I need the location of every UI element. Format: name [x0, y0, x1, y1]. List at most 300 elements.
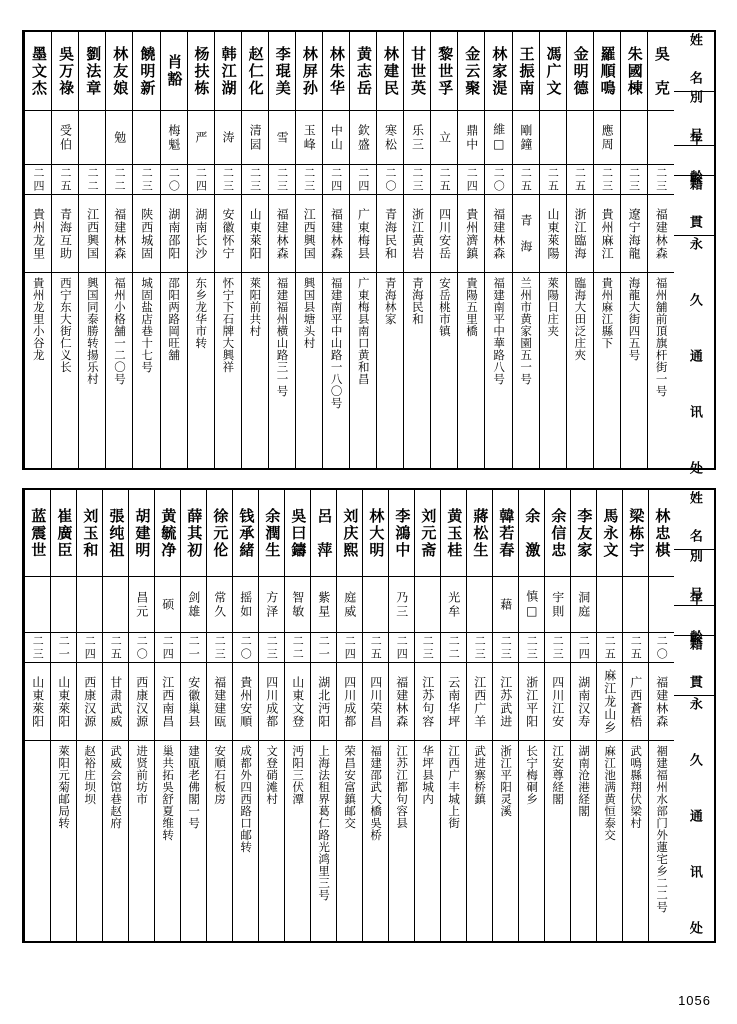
entry-address-text: 华坪县城内: [421, 745, 436, 805]
roster-entry: [566, 32, 593, 468]
entry-age: [485, 164, 511, 194]
entry-name-text: 墨文杰: [30, 45, 49, 97]
entry-address: [623, 740, 648, 941]
entry-address: [485, 272, 511, 468]
roster-entry: [430, 32, 457, 468]
entry-native-place: [25, 194, 51, 272]
entry-native-place: [25, 662, 50, 740]
entry-name: [571, 490, 596, 576]
roster-entry: [403, 32, 430, 468]
entry-native-place: [540, 194, 566, 272]
label-address: [674, 695, 714, 949]
entry-address: [52, 272, 78, 468]
entry-address: [161, 272, 187, 468]
entry-age: [25, 632, 50, 662]
entry-alias: [519, 576, 544, 632]
roster-entry: [132, 32, 159, 468]
entry-alias: [155, 576, 180, 632]
roster-entry: [214, 32, 241, 468]
page-number: 1056: [678, 993, 711, 1008]
entry-name: [323, 32, 349, 110]
entry-alias: [458, 110, 484, 164]
entry-native-place: [77, 662, 102, 740]
entry-alias: [259, 576, 284, 632]
entry-alias: [133, 110, 159, 164]
entry-native-place: [513, 194, 539, 272]
entry-name-text: 赵仁化: [246, 45, 265, 97]
entry-native-place: [311, 662, 336, 740]
entry-alias: [233, 576, 258, 632]
entry-alias: [571, 576, 596, 632]
entry-name-text: 崔廣臣: [55, 507, 74, 559]
entry-native-place-text: 湖北沔阳: [316, 675, 331, 728]
entry-alias: [296, 110, 322, 164]
entry-address-text: 青海民和: [410, 277, 425, 325]
entry-age-text: 二〇: [167, 166, 181, 193]
entry-native-place: [133, 194, 159, 272]
entry-address: [594, 272, 620, 468]
entry-native-place: [649, 662, 674, 740]
entry-name-text: 余潤生: [263, 507, 282, 559]
entry-age: [311, 632, 336, 662]
entry-name-text: 朱國棟: [625, 45, 644, 97]
entry-native-place: [337, 662, 362, 740]
roster-entry: [518, 490, 544, 941]
entry-alias-text: 剛鐘: [518, 123, 533, 152]
label-native-text: 籍 貫: [686, 637, 702, 694]
entry-name: [311, 490, 336, 576]
entry-age: [285, 632, 310, 662]
entry-native-place: [594, 194, 620, 272]
roster-entry: [544, 490, 570, 941]
entry-alias: [545, 576, 570, 632]
entry-name-text: 馮广文: [544, 45, 563, 97]
entry-native-place: [493, 662, 518, 740]
entry-native-place-text: 湖南长沙: [193, 207, 208, 260]
column-label-col: [674, 32, 714, 488]
roster-entry: [24, 32, 51, 468]
entry-native-place-text: 四川成都: [342, 675, 357, 728]
entry-age-text: 二五: [369, 634, 383, 661]
entry-address-text: 上海法租界葛仁路光鸿里三号: [317, 745, 332, 901]
entry-age: [233, 632, 258, 662]
entry-native-place-text: 青 海: [518, 214, 533, 253]
entry-address-text: 广東梅县南口黄和昌: [356, 277, 371, 385]
entry-alias: [337, 576, 362, 632]
entry-address-text: 武威会馆巷赵府: [109, 745, 124, 829]
roster-entry: [648, 490, 674, 941]
entry-name-text: 蔣松生: [471, 507, 490, 559]
label-address-text: 永 久 通 讯 处: [686, 237, 702, 488]
label-name: [674, 490, 714, 549]
entry-native-place: [52, 194, 78, 272]
label-native: [674, 175, 714, 235]
entry-native-place: [441, 662, 466, 740]
entry-name: [621, 32, 647, 110]
entry-age-text: 二四: [356, 166, 370, 193]
label-address-text: 永 久 通 讯 处: [686, 697, 702, 948]
entry-name: [623, 490, 648, 576]
entry-address-text: 东乡龙华市转: [194, 277, 209, 349]
entry-address-text: 海龍大街四五号: [627, 277, 642, 361]
entry-name-text: 蓝震世: [29, 507, 48, 559]
entry-native-place-text: 山東萊阳: [248, 207, 263, 260]
entry-native-place: [485, 194, 511, 272]
entry-alias: [323, 110, 349, 164]
entry-native-place: [621, 194, 647, 272]
entry-address-text: 興国县塘头村: [302, 277, 317, 349]
entry-alias-text: 光牟: [446, 590, 461, 619]
entry-address: [311, 740, 336, 941]
roster-entry: [539, 32, 566, 468]
entry-alias: [215, 110, 241, 164]
entry-native-place-text: 福建林森: [329, 207, 344, 260]
entry-age-text: 二五: [59, 166, 73, 193]
entry-alias: [597, 576, 622, 632]
entry-native-place: [207, 662, 232, 740]
entry-native-place: [285, 662, 310, 740]
entry-address: [25, 740, 50, 941]
entry-address: [467, 740, 492, 941]
entry-age: [540, 164, 566, 194]
entry-age-text: 二〇: [135, 634, 149, 661]
roster-entry: [322, 32, 349, 468]
entry-name: [540, 32, 566, 110]
entry-native-place: [155, 662, 180, 740]
entry-age-text: 二五: [519, 166, 533, 193]
entry-address: [337, 740, 362, 941]
label-name: [674, 32, 714, 91]
entry-alias-text: 寒松: [383, 123, 398, 152]
entry-name-text: 林家湜: [490, 45, 509, 97]
entry-age: [269, 164, 295, 194]
entry-name: [25, 32, 51, 110]
entry-name-text: 胡建明: [133, 507, 152, 559]
entry-name: [181, 490, 206, 576]
entry-address: [106, 272, 132, 468]
entry-alias-text: 受伯: [58, 123, 73, 152]
entry-age-text: 二三: [551, 634, 565, 661]
entry-address: [350, 272, 376, 468]
entry-alias-text: 玉峰: [302, 123, 317, 152]
entry-age: [51, 632, 76, 662]
entry-address-text: 福建邵武大橋吳桥: [369, 745, 384, 841]
entry-address: [188, 272, 214, 468]
entry-alias: [389, 576, 414, 632]
entry-alias: [415, 576, 440, 632]
entry-native-place: [648, 194, 674, 272]
entry-alias-text: 維□: [491, 122, 506, 153]
roster-entry: [241, 32, 268, 468]
entry-name: [467, 490, 492, 576]
entry-address: [649, 740, 674, 941]
entry-address-text: 福建南平中山路一八〇号: [329, 277, 344, 409]
entry-address: [431, 272, 457, 468]
entry-name-text: 林朱华: [327, 45, 346, 97]
entry-alias: [513, 110, 539, 164]
entry-age: [513, 164, 539, 194]
entry-native-place-text: 貴州龙里: [31, 207, 46, 260]
entry-name-text: 余 激: [523, 507, 542, 559]
roster-entry: [484, 32, 511, 468]
entry-native-place-text: 山東萊阳: [30, 675, 45, 728]
entry-alias: [485, 110, 511, 164]
label-native: [674, 635, 714, 695]
entry-address: [415, 740, 440, 941]
entry-native-place-text: 山東文登: [290, 675, 305, 728]
entry-address-text: 进贤前坊市: [135, 745, 150, 805]
entry-address-text: 文登硝滩村: [265, 745, 280, 805]
roster-entry: [295, 32, 322, 468]
entry-age-text: 二五: [629, 634, 643, 661]
entry-name: [188, 32, 214, 110]
entry-native-place-text: 浙江黄岩: [410, 207, 425, 260]
entry-age: [545, 632, 570, 662]
entry-native-place-text: 遼宁海龍: [627, 207, 642, 260]
entry-alias-text: 中山: [329, 123, 344, 152]
roster-entry: [102, 490, 128, 941]
roster-entry: [78, 32, 105, 468]
entry-name: [269, 32, 295, 110]
entry-address: [155, 740, 180, 941]
entry-name: [242, 32, 268, 110]
entry-name: [350, 32, 376, 110]
entry-native-place: [415, 662, 440, 740]
roster-entry: [50, 490, 76, 941]
label-name-text: 姓 名: [686, 491, 702, 548]
entry-alias-text: 宇則: [550, 590, 565, 619]
entry-address-text: 荣昌安富鎮邮交: [343, 745, 358, 829]
entry-age: [519, 632, 544, 662]
entry-native-place: [215, 194, 241, 272]
roster-entry: [206, 490, 232, 941]
entry-name-text: 劉法章: [84, 45, 103, 97]
roster-entry: [492, 490, 518, 941]
entry-age-text: 二五: [546, 166, 560, 193]
entry-age: [350, 164, 376, 194]
entry-address: [133, 272, 159, 468]
entry-address: [25, 272, 51, 468]
entry-name: [648, 32, 674, 110]
label-alias-text: 別 号: [686, 90, 702, 147]
entry-name: [77, 490, 102, 576]
entry-address: [296, 272, 322, 468]
entry-age-text: 二三: [499, 634, 513, 661]
entry-age: [621, 164, 647, 194]
entry-native-place: [181, 662, 206, 740]
entry-address: [207, 740, 232, 941]
entry-address-text: 长宁梅硐乡: [525, 745, 540, 805]
entry-address: [285, 740, 310, 941]
entry-native-place-text: 西康汉源: [82, 675, 97, 728]
entry-alias: [207, 576, 232, 632]
entry-native-place: [51, 662, 76, 740]
entry-address-text: 青海林家: [383, 277, 398, 325]
entry-name-text: 馬永文: [601, 507, 620, 559]
entry-alias: [269, 110, 295, 164]
entry-address: [363, 740, 388, 941]
roster-entry: [457, 32, 484, 468]
roster-entry: [310, 490, 336, 941]
entry-alias: [285, 576, 310, 632]
entry-address: [493, 740, 518, 941]
entry-name-text: 黄玉桂: [445, 507, 464, 559]
entry-alias: [648, 110, 674, 164]
entry-native-place-text: 福建林森: [654, 207, 669, 260]
entry-address: [540, 272, 566, 468]
entry-name-text: 黎世孚: [436, 45, 455, 97]
entry-native-place-text: 江西广羊: [472, 675, 487, 728]
entry-name: [259, 490, 284, 576]
entry-alias: [649, 576, 674, 632]
roster-entry: [336, 490, 362, 941]
entry-address: [389, 740, 414, 941]
entry-age: [404, 164, 430, 194]
entry-native-place-text: 福建林森: [112, 207, 127, 260]
entry-age: [571, 632, 596, 662]
entry-address: [269, 272, 295, 468]
roster-entry: [440, 490, 466, 941]
entry-name-text: 徐元伦: [211, 507, 230, 559]
entry-alias-text: 涛: [221, 130, 235, 145]
entry-age-text: 二一: [57, 634, 71, 661]
entry-native-place: [242, 194, 268, 272]
entry-native-place: [389, 662, 414, 740]
entry-name: [545, 490, 570, 576]
entry-address-text: 福州小格舖一二〇号: [113, 277, 127, 385]
entry-address-text: 貴陽五里橋: [465, 277, 480, 337]
roster-table-bottom: [22, 488, 716, 948]
entry-age: [458, 164, 484, 194]
entry-alias-text: 清囩: [248, 123, 263, 152]
roster-entry: [512, 32, 539, 468]
roster-entry: [349, 32, 376, 468]
entry-name-text: 杨扶栋: [192, 45, 211, 97]
entry-native-place-text: 江苏句容: [420, 675, 435, 728]
entry-native-place: [545, 662, 570, 740]
entry-name-text: 刘元斋: [419, 507, 438, 559]
entry-name: [79, 32, 105, 110]
entry-age: [133, 164, 159, 194]
entry-address: [621, 272, 647, 468]
entry-address: [103, 740, 128, 941]
label-age: [674, 592, 714, 649]
entry-age-text: 二二: [86, 166, 100, 193]
roster-entry: [232, 490, 258, 941]
entry-address: [545, 740, 570, 941]
entry-age: [215, 164, 241, 194]
roster-entry: [466, 490, 492, 941]
entry-age-text: 二三: [213, 634, 227, 661]
entry-name: [519, 490, 544, 576]
entry-name: [215, 32, 241, 110]
entry-alias-text: 勉: [112, 130, 127, 145]
entry-alias-text: 應周: [600, 123, 615, 152]
entry-native-place-text: 广東梅县: [356, 207, 371, 260]
entry-alias: [311, 576, 336, 632]
entry-native-place-text: 西康汉源: [134, 675, 149, 728]
entry-alias-text: 慎□: [524, 589, 539, 620]
entry-age-text: 二二: [113, 166, 127, 193]
roster-entry: [647, 32, 674, 468]
entry-age: [207, 632, 232, 662]
entry-address-text: 福建福州横山路三一号: [275, 277, 290, 397]
entry-native-place: [323, 194, 349, 272]
entry-name: [458, 32, 484, 110]
entry-age-text: 二三: [473, 634, 487, 661]
entry-name: [649, 490, 674, 576]
entry-alias: [404, 110, 430, 164]
label-alias-text: 別 号: [686, 549, 702, 606]
entry-alias-text: 洞庭: [576, 590, 591, 619]
entry-age: [389, 632, 414, 662]
entry-name: [377, 32, 403, 110]
entry-address-text: 浙江平阳灵溪: [499, 745, 514, 817]
entry-address-text: 兰州市黄家園五一号: [519, 277, 534, 385]
entry-age-text: 二二: [447, 634, 461, 661]
entry-address: [441, 740, 466, 941]
entry-alias-text: 硕: [160, 597, 175, 612]
entry-age: [77, 632, 102, 662]
entry-name-text: 韓若春: [497, 507, 516, 559]
entry-address: [404, 272, 430, 468]
entry-native-place: [233, 662, 258, 740]
entry-address-text: 萊陽日庄夹: [546, 277, 561, 337]
entry-name: [155, 490, 180, 576]
entry-native-place-text: 福建建瓯: [212, 675, 227, 728]
entry-address-text: 沔阳三伏潭: [291, 745, 306, 805]
entry-age: [467, 632, 492, 662]
entry-alias: [25, 110, 51, 164]
entry-native-place-text: 安徽巢县: [186, 675, 201, 728]
entry-age-text: 二一: [187, 634, 201, 661]
roster-entry: [187, 32, 214, 468]
entry-age-text: 二四: [161, 634, 175, 661]
entry-native-place: [623, 662, 648, 740]
entry-alias-text: 乐三: [410, 123, 425, 152]
entry-age: [431, 164, 457, 194]
entry-name-text: 黄毓净: [159, 507, 178, 559]
entry-native-place-text: 陕西城固: [139, 207, 154, 260]
entry-native-place: [103, 662, 128, 740]
entry-name-text: 刘玉和: [81, 507, 100, 559]
entry-alias: [181, 576, 206, 632]
entry-age: [648, 164, 674, 194]
entry-address-text: 福州舖前頂旗杆街一号: [654, 277, 669, 397]
entry-native-place: [296, 194, 322, 272]
entry-native-place: [79, 194, 105, 272]
entry-name-text: 梁栋宇: [627, 507, 646, 559]
entry-native-place-text: 广西蒼梧: [628, 675, 643, 728]
entry-alias: [567, 110, 593, 164]
entry-alias: [52, 110, 78, 164]
entry-native-place: [377, 194, 403, 272]
entry-native-place: [129, 662, 154, 740]
entry-alias-text: 昌元: [134, 590, 149, 619]
entry-native-place: [597, 662, 622, 740]
entry-name: [337, 490, 362, 576]
entry-alias-text: 庭威: [342, 590, 357, 619]
entry-age-text: 二三: [221, 166, 235, 193]
entry-age: [594, 164, 620, 194]
entry-alias: [441, 576, 466, 632]
roster-entry: [160, 32, 187, 468]
entry-native-place: [269, 194, 295, 272]
entry-address-text: 貴州龙里小谷龙: [31, 277, 46, 361]
entry-name: [285, 490, 310, 576]
roster-entry: [362, 490, 388, 941]
entry-address-text: 邵阳两路岡旺舖: [167, 277, 182, 361]
